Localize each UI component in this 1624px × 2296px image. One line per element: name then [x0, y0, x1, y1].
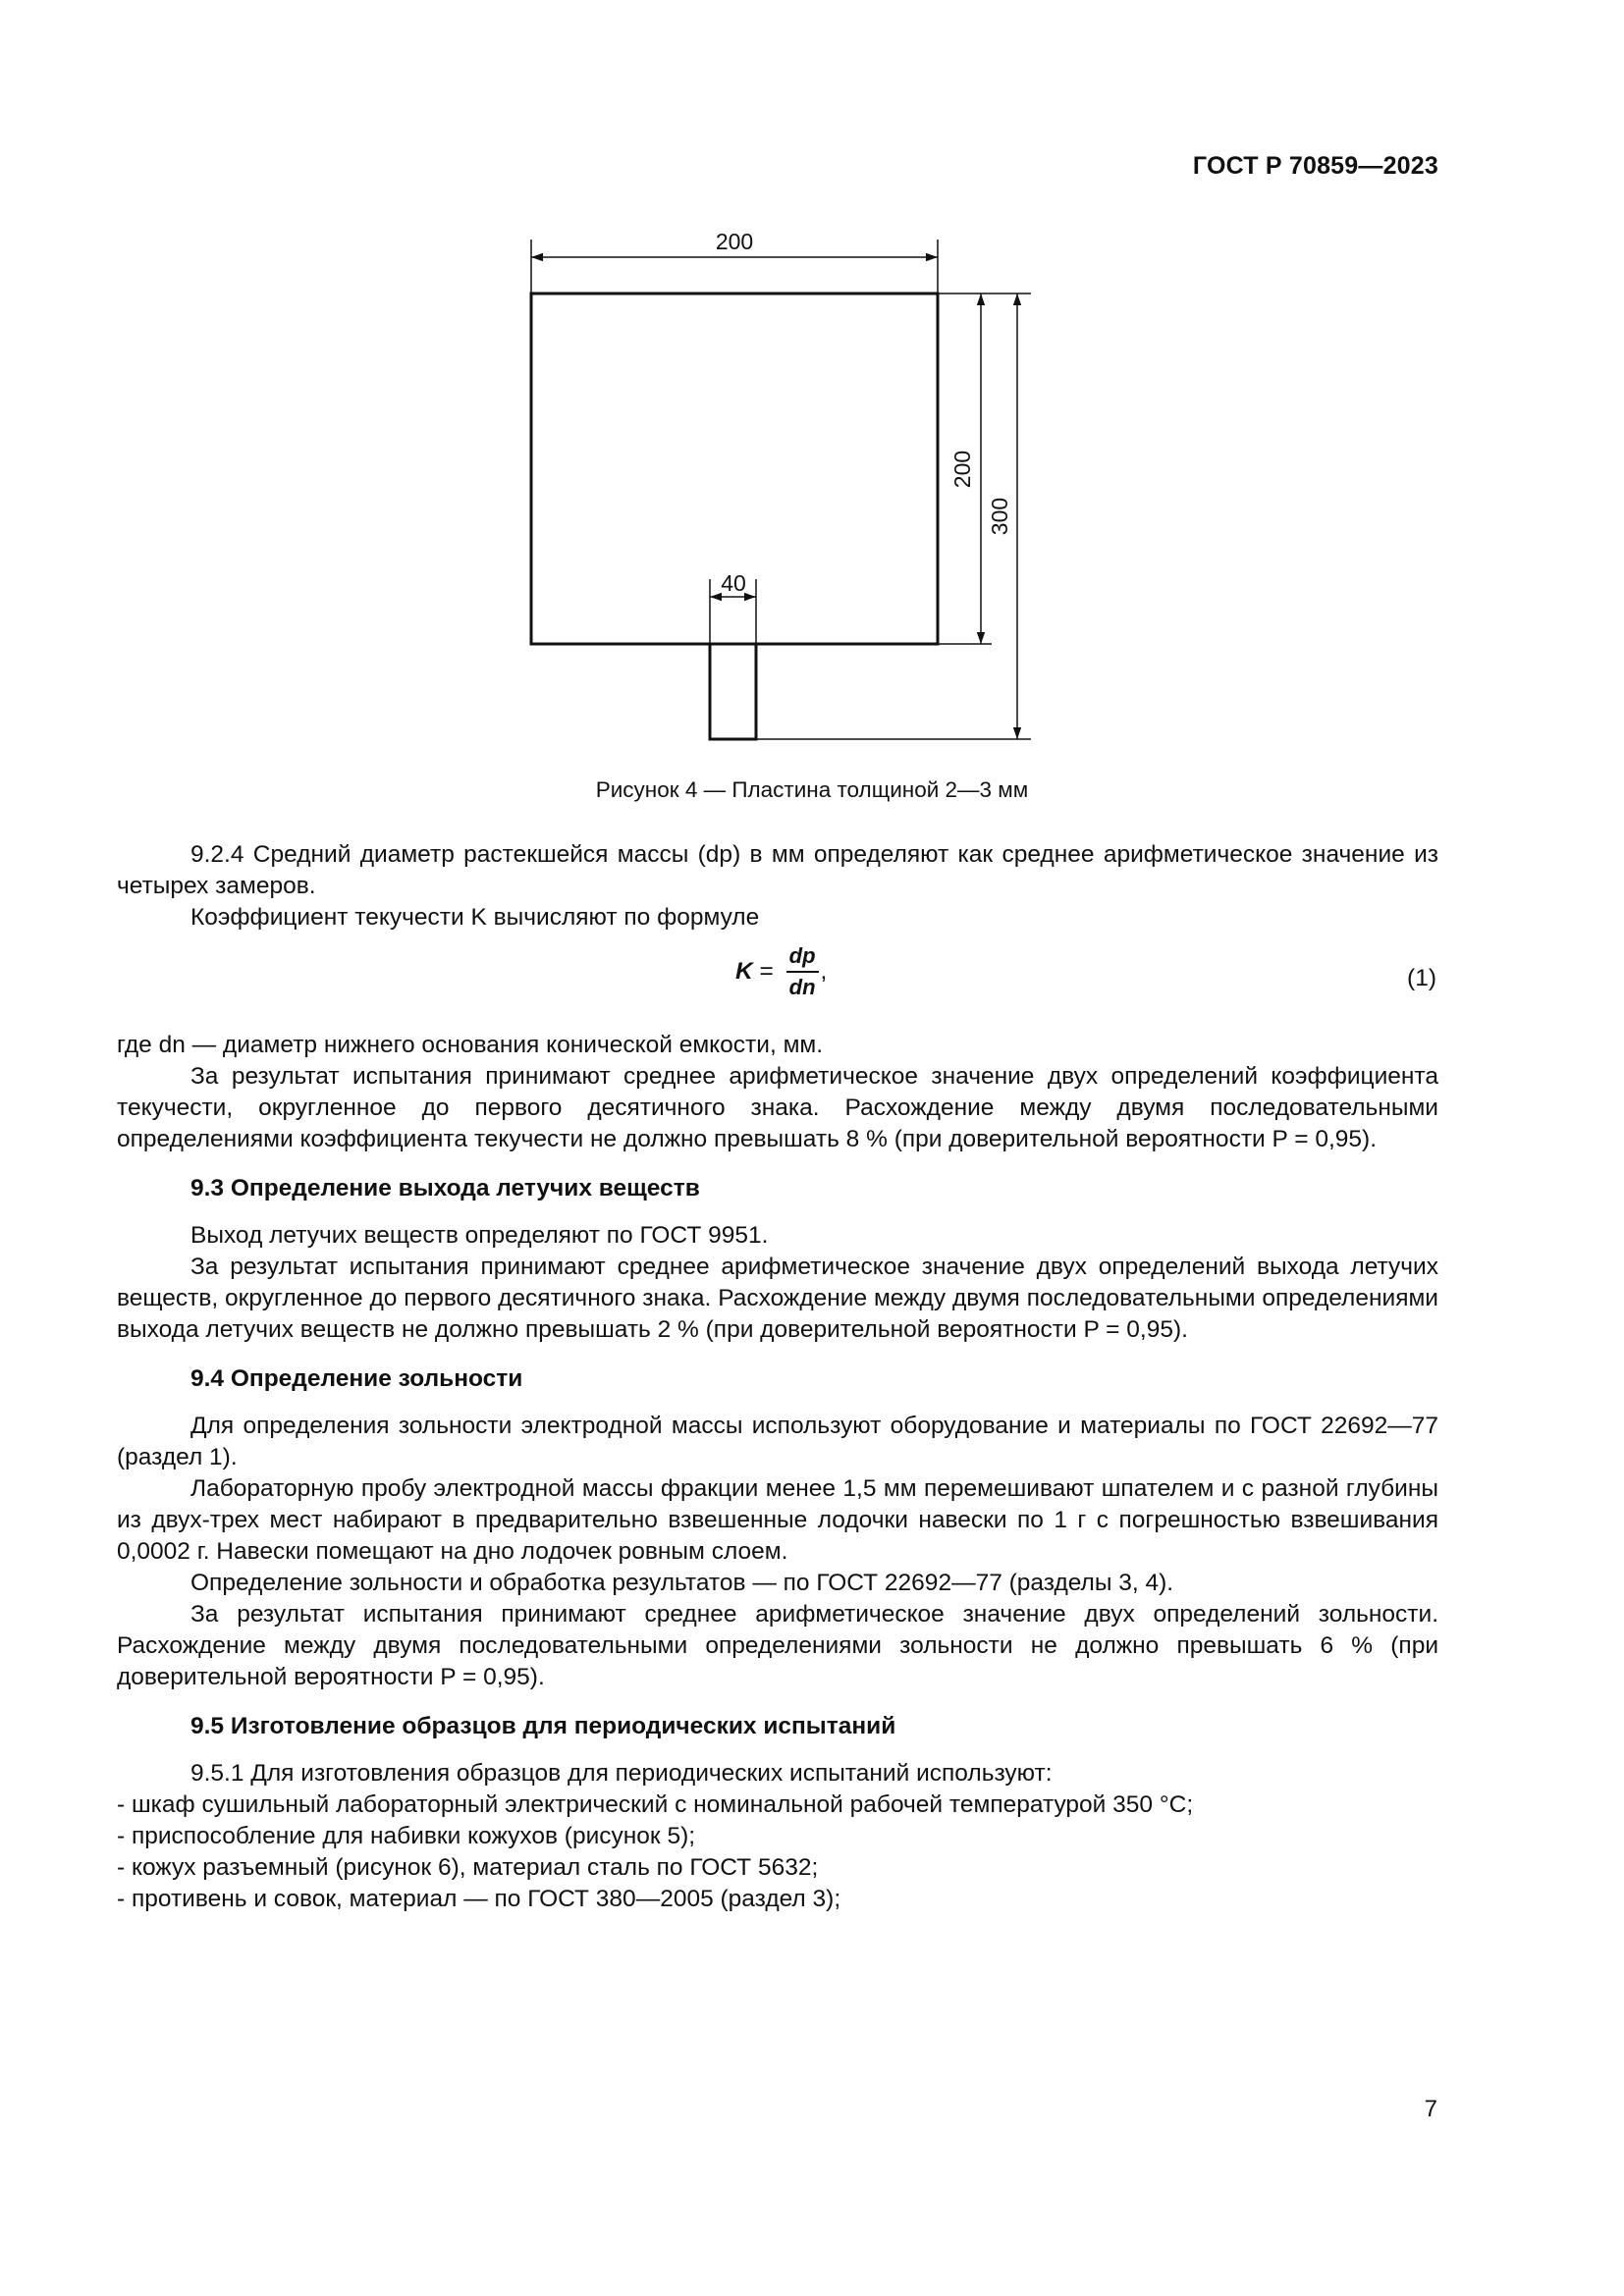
list-item: - противень и совок, материал — по ГОСТ 380—2005 (раздел 3); — [117, 1886, 841, 1912]
formula-comma: , — [820, 958, 828, 985]
formula-numerator: dp — [786, 943, 819, 973]
paragraph-9-4-3: Определение зольности и обработка результатов — по ГОСТ 22692—77 (разделы 3, 4). — [190, 1570, 1174, 1596]
tab-dimension-label: 40 — [721, 570, 746, 596]
paragraph-9-4-4: За результат испытания принимают среднее арифметическое значение двух определений зольности. Расхождение между двумя последовательными определениями зольности не должно превышать 6 % (при доверительной вероятности P = 0,95). — [117, 1601, 1438, 1690]
formula-1 — [117, 943, 1438, 1018]
paragraph-9-2-4: 9.2.4 Средний диаметр растекшейся массы (dp) в мм определяют как среднее арифметическое значение из четырех замеров. — [117, 841, 1438, 899]
list-item: - приспособление для набивки кожухов (рисунок 5); — [117, 1823, 696, 1849]
page-number: 7 — [1424, 2096, 1437, 2122]
total-height-dimension-label: 300 — [987, 497, 1012, 536]
plate-outline — [531, 294, 938, 739]
body-text — [117, 839, 1438, 1915]
paragraph-9-4-2: Лабораторную пробу электродной массы фракции менее 1,5 мм перемешивают шпателем и с разной глубины из двух-трех мест набирают в предварительно взвешенные лодочки навески по 1 г с погрешностью взвешивания 0,0002 г. Навески помещают на дно лодочек ровным слоем. — [117, 1475, 1438, 1565]
figure-caption: Рисунок 4 — Пластина толщиной 2—3 мм — [595, 777, 1029, 802]
formula-where: где dn — диаметр нижнего основания конической емкости, мм. — [117, 1032, 824, 1058]
formula-number: (1) — [1407, 965, 1436, 991]
formula-intro: Коэффициент текучести K вычисляют по формуле — [190, 904, 760, 931]
paragraph-9-4-1: Для определения зольности электродной массы используют оборудование и материалы по ГОСТ 22692—77 (раздел 1). — [117, 1413, 1438, 1470]
plate-drawing — [0, 0, 1624, 785]
width-dimension-label: 200 — [715, 229, 754, 254]
formula-fraction — [786, 943, 819, 1000]
list-item: - шкаф сушильный лабораторный электрический с номинальной рабочей температурой 350 °С; — [117, 1791, 1194, 1818]
formula-lhs: K — [735, 958, 753, 985]
equipment-list — [117, 1789, 1438, 1915]
paragraph-9-5-1: 9.5.1 Для изготовления образцов для периодических испытаний используют: — [190, 1760, 1053, 1787]
document-id-header: ГОСТ Р 70859—2023 — [1192, 152, 1438, 180]
heading-9-4: 9.4 Определение зольности — [190, 1365, 523, 1392]
heading-9-3: 9.3 Определение выхода летучих веществ — [190, 1175, 700, 1201]
list-item: - кожух разъемный (рисунок 6), материал сталь по ГОСТ 5632; — [117, 1854, 819, 1881]
heading-9-5: 9.5 Изготовление образцов для периодических испытаний — [190, 1713, 896, 1739]
paragraph-9-3-2: За результат испытания принимают среднее арифметическое значение двух определений выхода летучих веществ, округленное до первого десятичного знака. Расхождение между двумя последовательными определениями выхода летучих веществ не должно превышать 2 % (при доверительной вероятности P = 0,95). — [117, 1254, 1438, 1343]
inner-height-dimension-label: 200 — [949, 450, 975, 489]
paragraph-result-flow: За результат испытания принимают среднее арифметическое значение двух определений коэффициента текучести, округленное до первого десятичного знака. Расхождение между двумя последовательными определениями коэффициента текучести не должно превышать 8 % (при доверительной вероятности P = 0,95). — [117, 1063, 1438, 1152]
paragraph-9-3-1: Выход летучих веществ определяют по ГОСТ 9951. — [190, 1222, 769, 1249]
formula-equals: = — [752, 958, 781, 985]
formula-denominator: dn — [788, 975, 816, 999]
formula-expression — [735, 943, 827, 1000]
